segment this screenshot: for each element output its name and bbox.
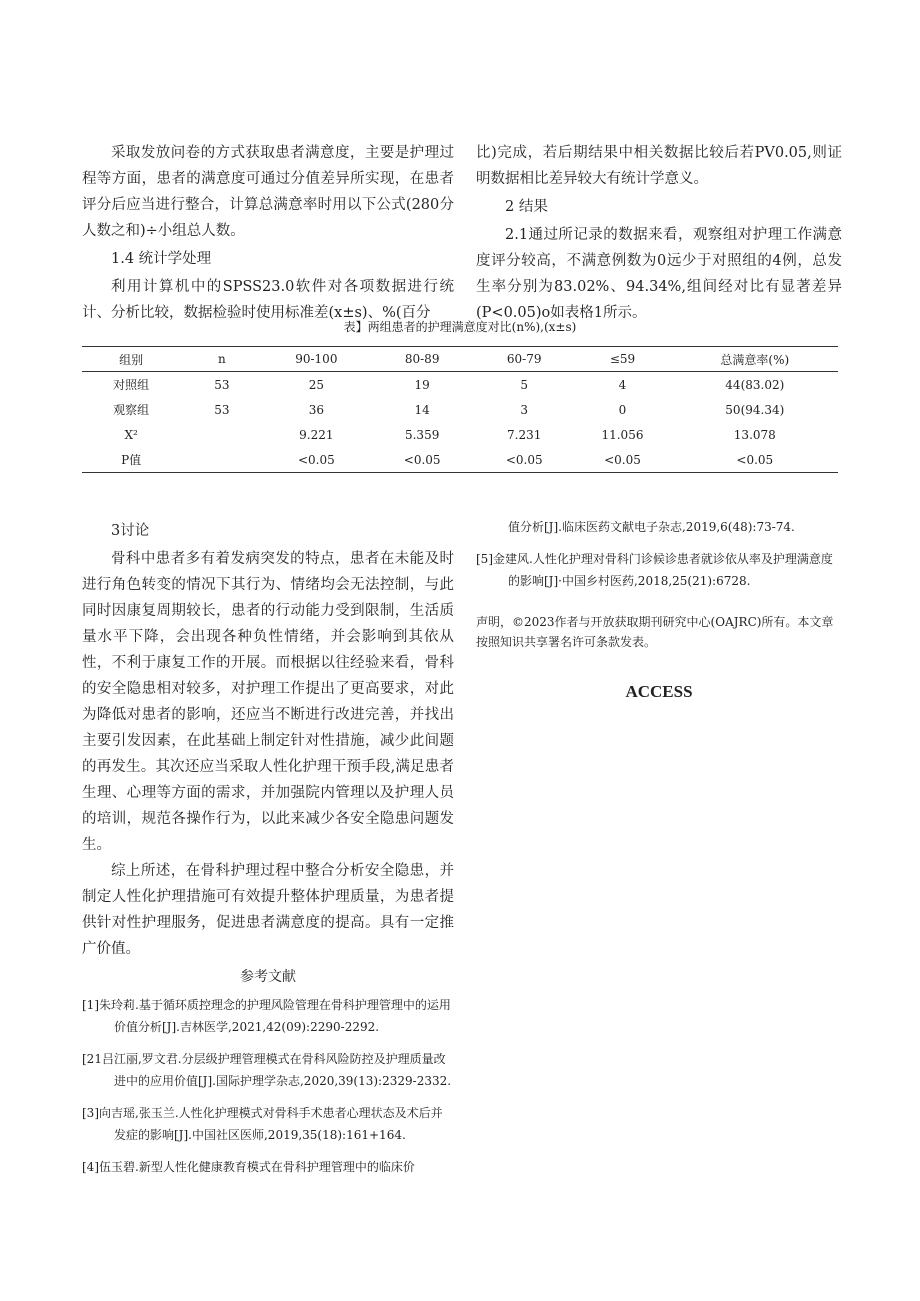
table-cell: X²: [124, 427, 138, 442]
statistics-paragraph-continued: 比)完成，若后期结果中相关数据比较后若PV0.05,则证明数据相比差异较大有统计学意义。: [476, 145, 842, 187]
header-total-rate: 总满意率(%): [720, 352, 790, 367]
table-cell: 53: [214, 377, 230, 392]
reference-item: [4]伍玉碧.新型人性化健康教育模式在骨科护理管理中的临床价: [82, 1160, 415, 1174]
header-group: 组别: [119, 352, 144, 367]
table-row: [82, 447, 838, 473]
table-cell: 50(94.34): [725, 402, 785, 417]
statistics-paragraph: 利用计算机中的SPSS23.0软件对各项数据进行统计、分析比较，数据检验时使用标准差(x±s)、%(百分: [82, 279, 454, 321]
table-cell: <0.05: [297, 452, 335, 467]
table-cell: 对照组: [113, 378, 150, 392]
table-cell: [180, 422, 263, 447]
table-cell: 14: [414, 402, 430, 417]
references-title: 参考文献: [240, 969, 296, 985]
section-heading-3: 3讨论: [111, 523, 150, 539]
header-n: n: [217, 352, 226, 366]
header-le59: ≤59: [609, 352, 636, 366]
table-cell: 4: [618, 377, 627, 392]
reference-item: [5]金建风.人性化护理对骨科门诊候诊患者就诊依从率及护理满意度的影响[J]·中国乡村医药,2018,25(21):6728.: [476, 552, 833, 588]
table-cell: 观察组: [113, 403, 150, 417]
conclusion-paragraph: 综上所述，在骨科护理过程中整合分析安全隐患，并制定人性化护理措施可有效提升整体护理质量，为患者提供针对性护理服务，促进患者满意度的提高。具有一定推广价值。: [82, 863, 454, 957]
table-cell: 0: [618, 402, 627, 417]
reference-item: [1]朱玲莉.基于循环质控理念的护理风险管理在骨科护理管理中的运用价值分析[J].吉林医学,2021,42(09):2290-2292.: [82, 998, 451, 1034]
section-heading-2: 2 结果: [505, 199, 548, 215]
table-cell: 53: [214, 402, 230, 417]
table-cell: [180, 447, 263, 473]
header-80-89: 80-89: [404, 352, 440, 366]
table-row: [82, 372, 838, 398]
discussion-paragraph: 骨科中患者多有着发病突发的特点，患者在未能及时进行角色转变的情况下其行为、情绪均会无法控制，与此同时因康复周期较长，患者的行动能力受到限制，生活质量水平下降，会出现各种负性情绪，并会影响到其依从性，不利于康复工作的开展。而根据以往经验来看，骨科的安全隐患相对较多，对护理工作提出了更高要求，对此为降低对患者的影响，还应当不断进行改进完善，并找出主要引发因素，在此基础上制定针对性措施，减少此间题的再发生。其次还应当采取人性化护理干预手段,满足患者生理、心理等方面的需求，并加强院内管理以及护理人员的培训，规范各操作行为，以此来减少各安全隐患问题发生。: [82, 551, 454, 853]
table-cell: <0.05: [604, 452, 641, 467]
table-cell: 13.078: [733, 427, 776, 442]
reference-item-continued: 值分析[J].临床医药文献电子杂志,2019,6(48):73-74.: [508, 520, 795, 534]
table-cell: 36: [308, 402, 324, 417]
table-header-row: [82, 347, 838, 372]
header-60-79: 60-79: [506, 352, 542, 366]
left-column-bottom: [82, 516, 454, 1188]
table-cell: 9.221: [299, 427, 334, 442]
reference-item: [3]向吉瑶,张玉兰.人性化护理模式对骨科手术患者心理状态及术后并发症的影响[J].中国社区医师,2019,35(18):161+164.: [82, 1106, 443, 1142]
table-cell: 44(83.02): [725, 377, 785, 392]
table-cell: <0.05: [736, 452, 774, 467]
right-column-bottom: [476, 516, 842, 702]
table-cell: 3: [520, 402, 529, 417]
table-cell: 5.359: [404, 427, 440, 442]
right-column-top: [476, 140, 842, 326]
table-row: [82, 422, 838, 447]
table-cell: 7.231: [507, 427, 542, 442]
table-cell: 5: [520, 377, 529, 392]
header-90-100: 90-100: [295, 352, 338, 366]
access-label: ACCESS: [625, 682, 693, 701]
copyright-statement: 声明，©2023作者与开放获取期刊研究中心(OAJRC)所有。本文章按照知识共享署名许可条款发表。: [476, 615, 834, 649]
results-paragraph: 2.1通过所记录的数据来看，观察组对护理工作满意度评分较高，不满意例数为0远少于对照组的4例，总发生率分别为83.02%、94.34%,组间经对比有显著差异(P<0.05)o如表格1所示。: [476, 227, 842, 321]
table-cell: P值: [121, 453, 142, 467]
table-cell: <0.05: [505, 452, 543, 467]
table-row: [82, 397, 838, 422]
table-cell: <0.05: [403, 452, 441, 467]
methods-paragraph: 采取发放问卷的方式获取患者满意度，主要是护理过程等方面，患者的满意度可通过分值差异所实现，在患者评分后应当进行整合，计算总满意率时用以下公式(280分人数之和)÷小组总人数。: [82, 145, 454, 239]
table-cell: 25: [308, 377, 324, 392]
table-caption: 表】两组患者的护理满意度对比(n%),(x±s): [343, 320, 577, 334]
section-heading-1-4: 1.4 统计学处理: [111, 251, 212, 267]
reference-item: [21吕江丽,罗文君.分层级护理管理模式在骨科风险防控及护理质量改进中的应用价值[J].国际护理学杂志,2020,39(13):2329-2332.: [82, 1052, 452, 1088]
satisfaction-table: [82, 346, 838, 473]
table-cell: 11.056: [601, 427, 644, 442]
left-column-top: [82, 140, 454, 326]
table-cell: 19: [414, 377, 430, 392]
